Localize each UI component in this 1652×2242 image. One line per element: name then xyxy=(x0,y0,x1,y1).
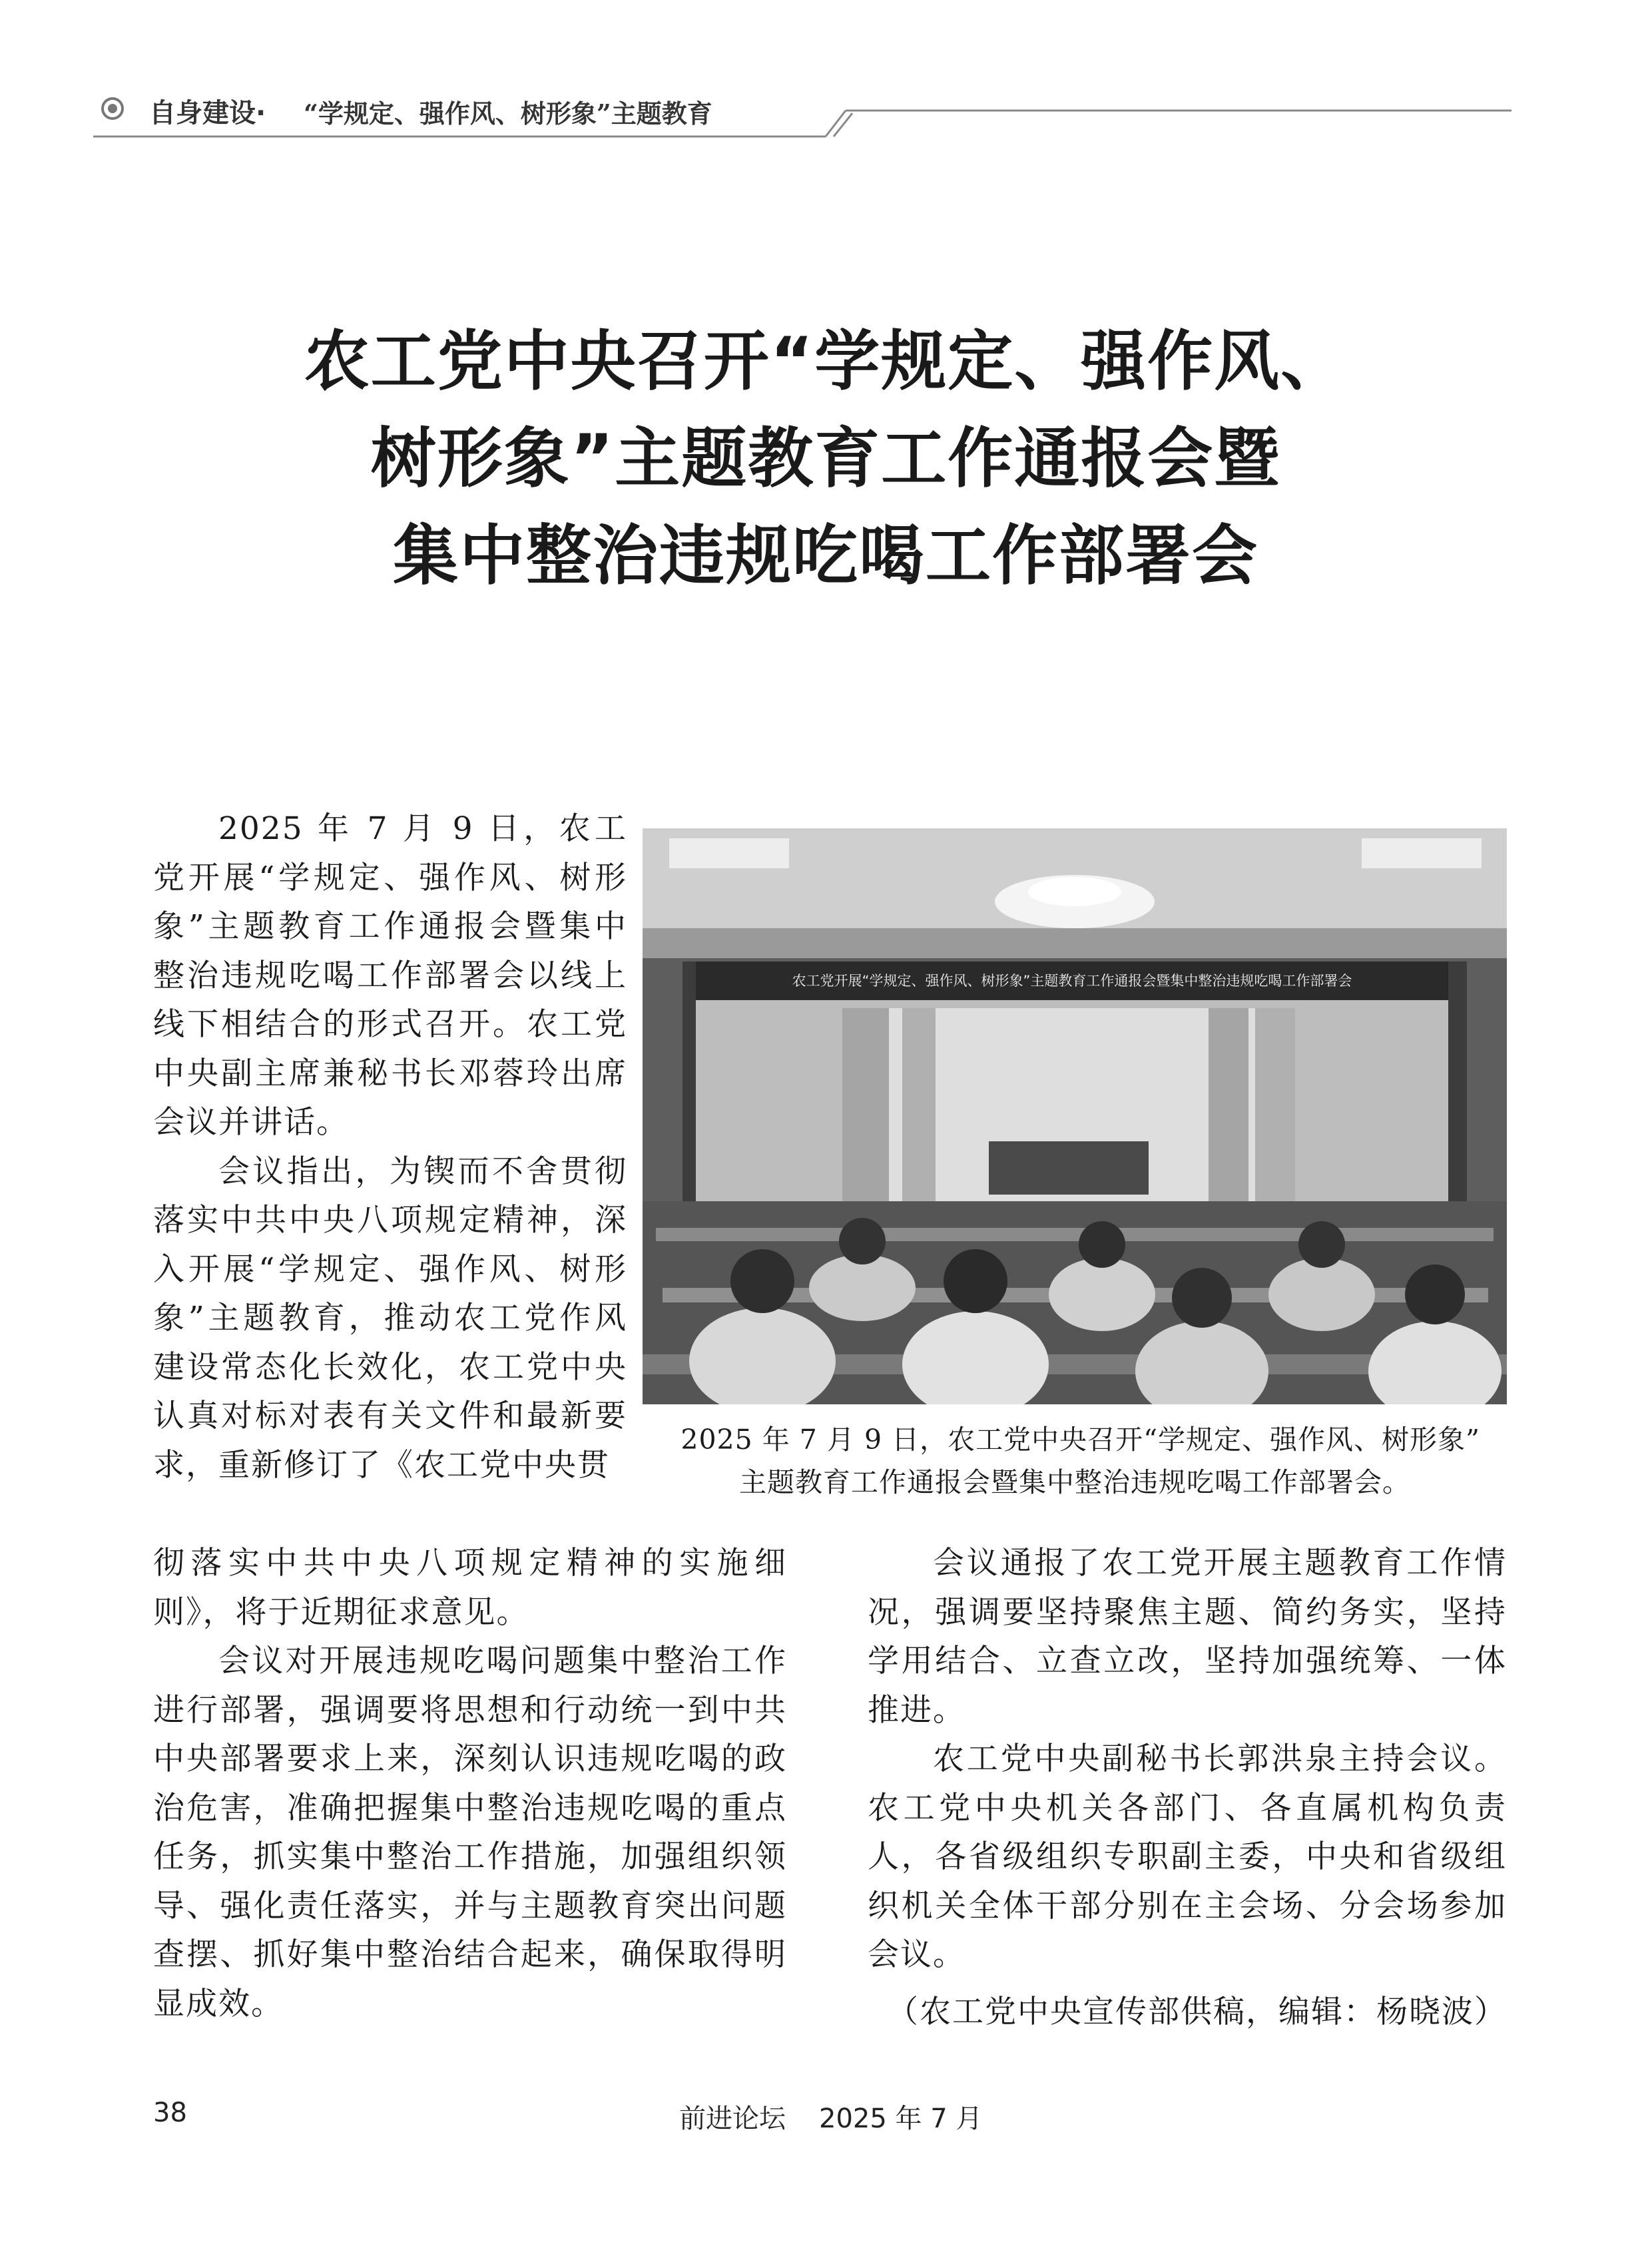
title-line-1: 农工党中央召开“学规定、强作风、 xyxy=(304,324,1348,400)
paragraph-5: 农工党中央副秘书长郭洪泉主持会议。农工党中央机关各部门、各直属机构负责人，各省级组织专职副主委，中央和省级组织机关全体干部分别在主会场、分会场参加会议。 xyxy=(868,1741,1507,1973)
meeting-photo xyxy=(643,828,1507,1404)
left-column-top xyxy=(153,804,627,1490)
photo-banner: 农工党开展“学规定、强作风、树形象”主题教育工作通报会暨集中整治违规吃喝工作部署会 xyxy=(792,973,1352,989)
footer-date: 2025 年 7 月 xyxy=(819,2103,983,2134)
title-line-2: 树形象”主题教育工作通报会暨 xyxy=(370,421,1281,497)
title-line-3: 集中整治违规吃喝工作部署会 xyxy=(392,518,1258,594)
paragraph-2: 会议指出，为锲而不舍贯彻落实中共中央八项规定精神，深入开展“学规定、强作风、树形象”主题教育，推动农工党作风建设常态化长效化，农工党中央认真对标对表有关文件和最新要求，重新修订了《农工党中央贯 xyxy=(153,1153,627,1484)
left-column-bottom xyxy=(153,1539,787,2028)
header-bullet-icon xyxy=(101,97,124,120)
meeting-photo-illustration xyxy=(643,828,1507,1404)
paragraph-1: 2025 年 7 月 9 日，农工党开展“学规定、强作风、树形象”主题教育工作通报会暨集中整治违规吃喝工作部署会以线上线下相结合的形式召开。农工党中央副主席兼秘书长邓蓉玲出席会议并讲话。 xyxy=(153,810,627,1141)
paragraph-2-continued: 彻落实中共中央八项规定精神的实施细则》，将于近期征求意见。 xyxy=(153,1545,787,1631)
footer-magazine: 前进论坛 xyxy=(679,2103,786,2134)
page-number: 38 xyxy=(153,2098,187,2128)
photo-caption xyxy=(643,1418,1507,1504)
header-topic: “学规定、强作风、树形象”主题教育 xyxy=(304,99,712,129)
right-column xyxy=(868,1539,1507,2036)
source-credit: （农工党中央宣传部供稿，编辑：杨晓波） xyxy=(887,1993,1507,2030)
paragraph-4: 会议通报了农工党开展主题教育工作情况，强调要坚持聚焦主题、简约务实，坚持学用结合、立查立改，坚持加强统筹、一体推进。 xyxy=(868,1545,1507,1729)
caption-line-1: 2025 年 7 月 9 日，农工党中央召开“学规定、强作风、树形象” xyxy=(681,1424,1480,1456)
article-title xyxy=(133,313,1518,605)
caption-line-2: 主题教育工作通报会暨集中整治违规吃喝工作部署会。 xyxy=(739,1466,1410,1498)
header-section: 自身建设· xyxy=(149,98,266,129)
running-header xyxy=(93,87,1512,140)
paragraph-3: 会议对开展违规吃喝问题集中整治工作进行部署，强调要将思想和行动统一到中共中央部署要求上来，深刻认识违规吃喝的政治危害，准确把握集中整治违规吃喝的重点任务，抓实集中整治工作措施，加强组织领导、强化责任落实，并与主题教育突出问题查摆、抓好集中整治结合起来，确保取得明显成效。 xyxy=(153,1643,787,2022)
